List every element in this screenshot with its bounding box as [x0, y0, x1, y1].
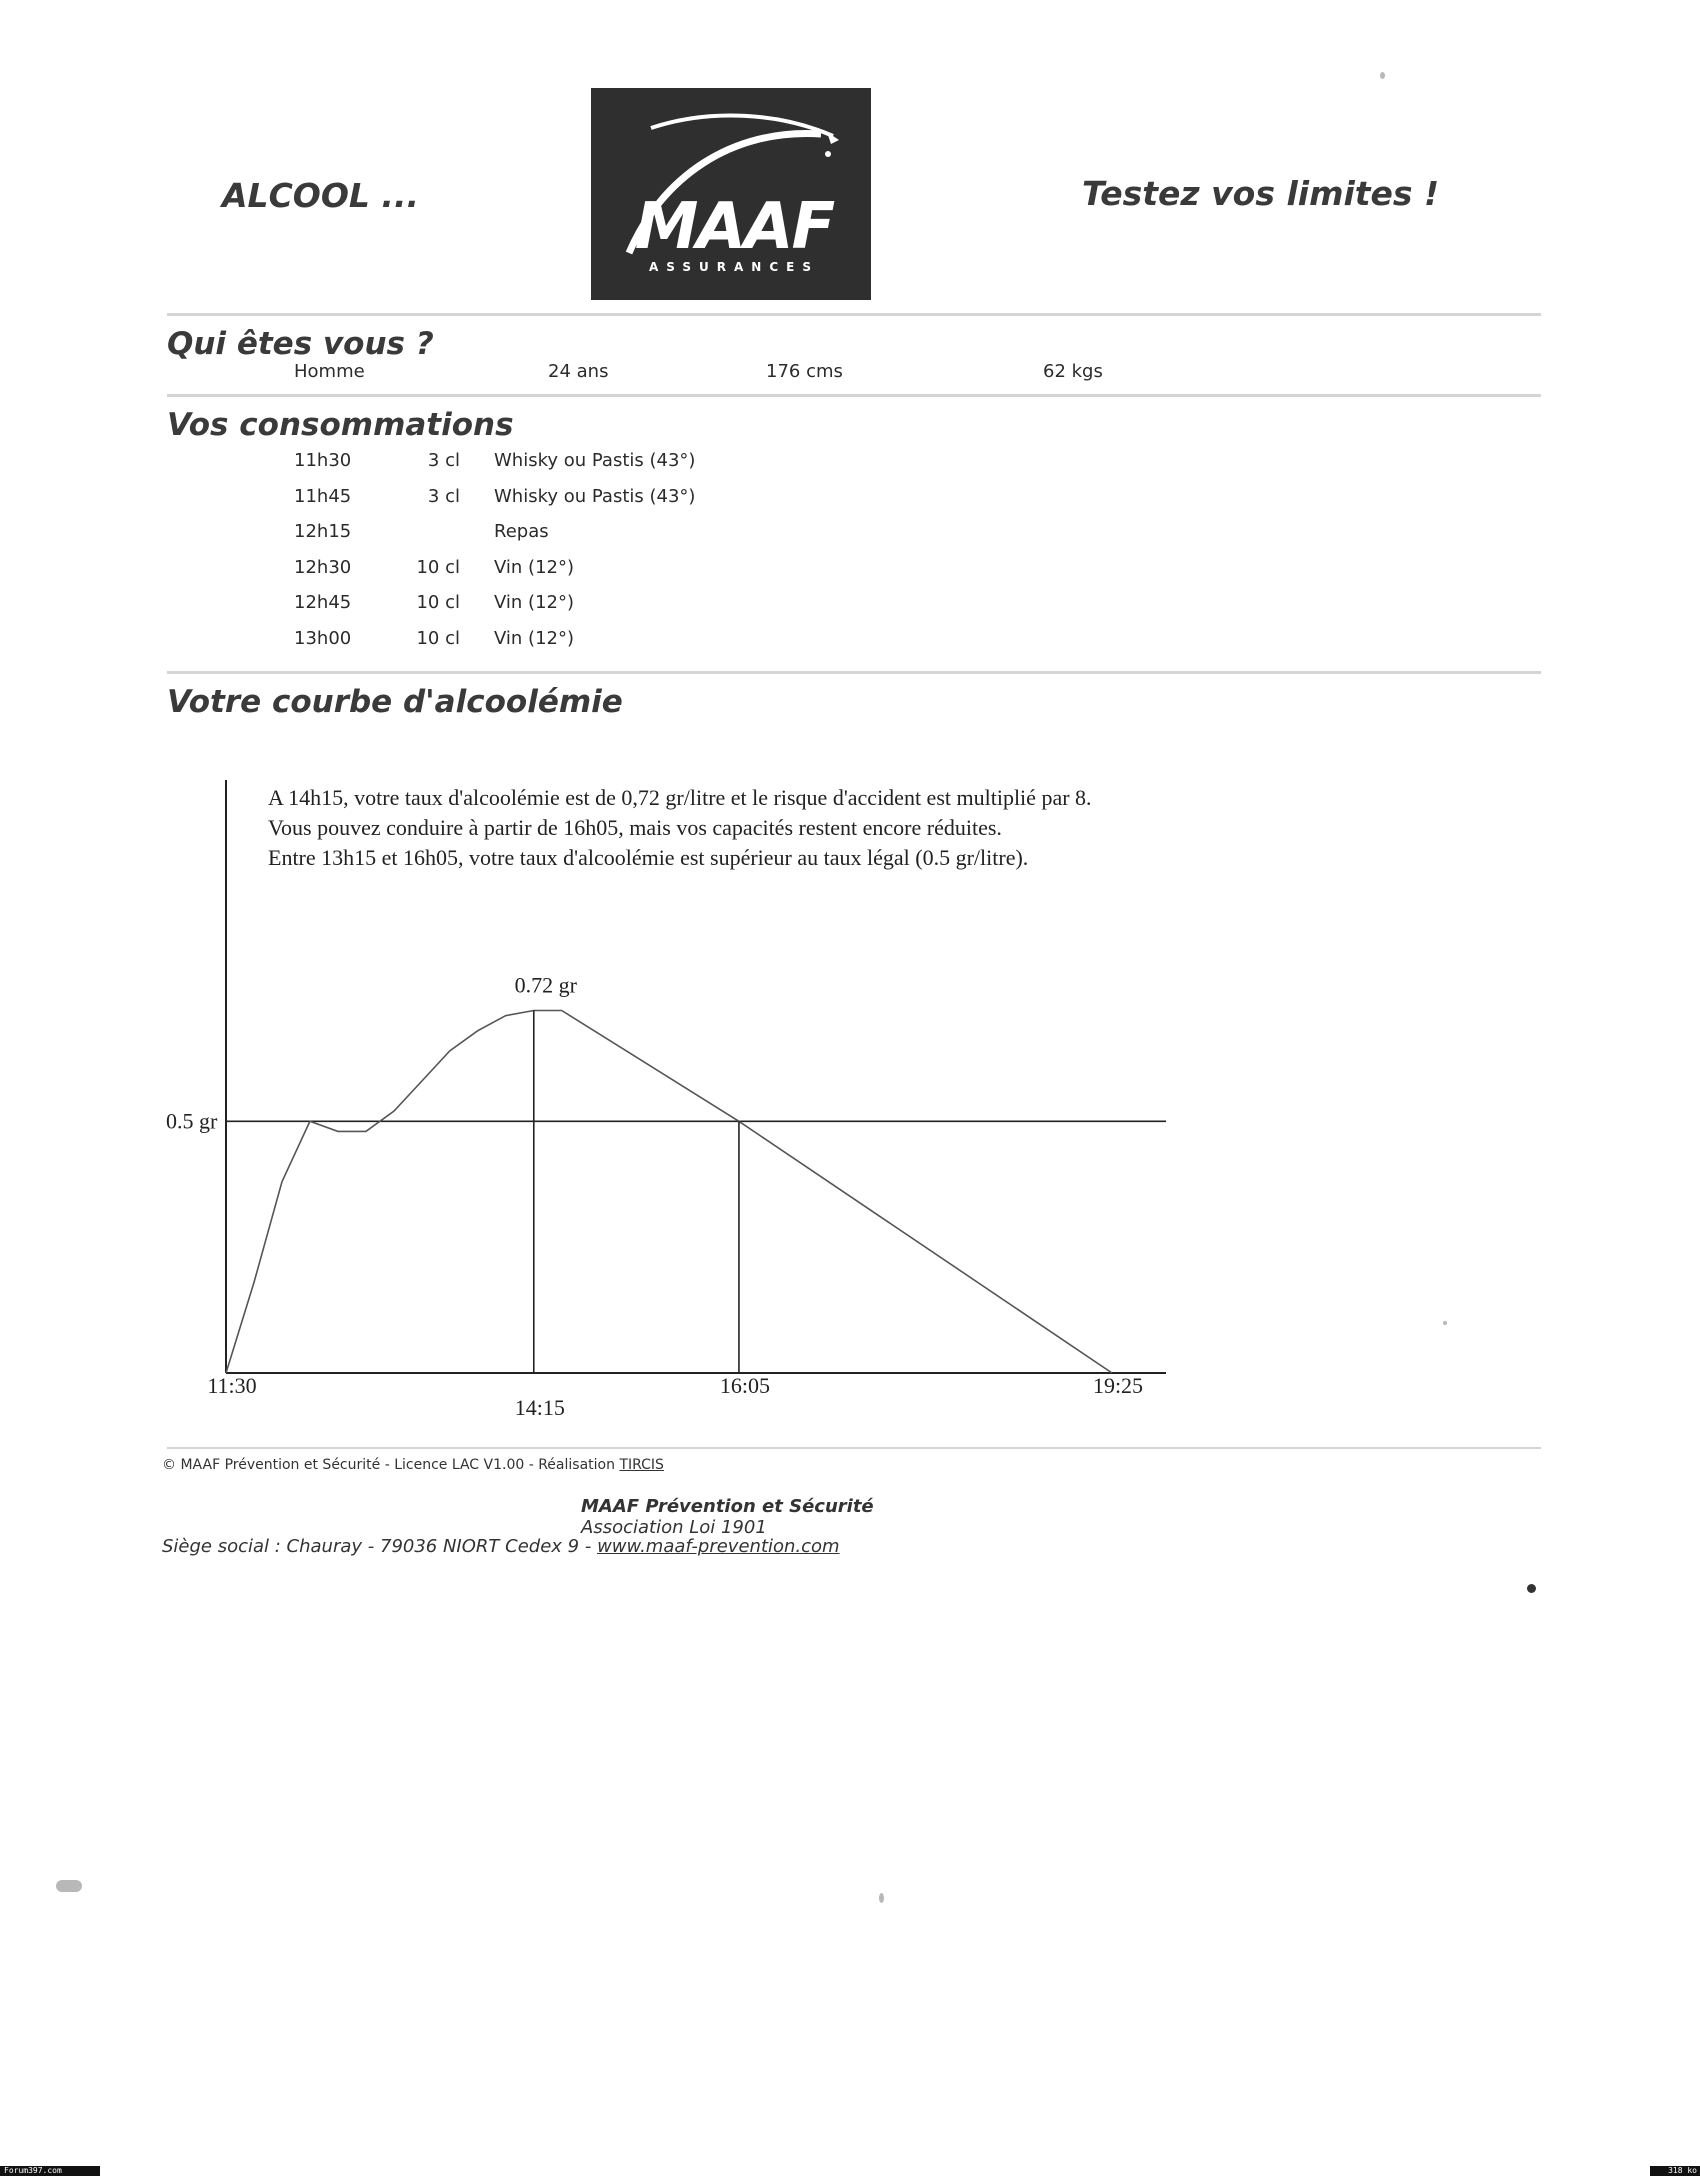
profile-height: 176 cms [766, 361, 843, 382]
list-item [0, 592, 900, 622]
scan-bar-left: Forum397.com [0, 2166, 100, 2176]
consumption-qty: 10 cl [416, 628, 460, 649]
footer-copyright [162, 1457, 664, 1473]
footer-org: MAAF Prévention et Sécurité [581, 1496, 874, 1517]
divider [167, 671, 1541, 674]
scan-speck [56, 1880, 82, 1892]
consumption-time: 11h30 [294, 450, 352, 471]
scan-speck [1380, 72, 1385, 79]
consumption-time: 12h45 [294, 592, 352, 613]
curve-text-line: Entre 13h15 et 16h05, votre taux d'alcoolémie est supérieur au taux légal (0.5 gr/litre). [268, 845, 1029, 870]
scan-speck [879, 1893, 884, 1903]
list-item [0, 521, 900, 551]
series-line [226, 1011, 1112, 1374]
profile-age: 24 ans [548, 361, 609, 382]
footer-tircis-link[interactable]: TIRCIS [619, 1457, 664, 1473]
peak-label: 0.72 gr [514, 972, 577, 998]
header-right-title: Testez vos limites ! [1082, 174, 1440, 213]
consumption-time: 13h00 [294, 628, 352, 649]
scan-bar-right: 318 ko [1650, 2166, 1700, 2176]
consumption-drink: Vin (12°) [494, 592, 574, 613]
x-tick-label: 14:15 [514, 1395, 565, 1420]
consumption-drink: Vin (12°) [494, 557, 574, 578]
x-tick-label: 11:30 [207, 1373, 257, 1398]
consumptions-title: Vos consommations [167, 407, 514, 443]
curve-title: Votre courbe d'alcoolémie [167, 684, 623, 720]
footer-copyright-text: © MAAF Prévention et Sécurité - Licence LAC V1.00 - Réalisation [162, 1457, 615, 1473]
list-item [0, 628, 900, 658]
consumption-qty: 3 cl [427, 450, 460, 471]
x-tick-label: 19:25 [1092, 1373, 1144, 1398]
consumptions-list [0, 450, 900, 660]
x-tick-label: 16:05 [719, 1373, 771, 1398]
consumption-time: 11h45 [294, 486, 352, 507]
consumption-drink: Whisky ou Pastis (43°) [494, 450, 696, 471]
consumption-drink: Whisky ou Pastis (43°) [494, 486, 696, 507]
maaf-logo [591, 88, 871, 300]
profile-sex: Homme [294, 361, 365, 382]
curve-text-line: Vous pouvez conduire à partir de 16h05, mais vos capacités restent encore réduites. [268, 815, 1002, 840]
maaf-logo-graphic [591, 88, 871, 300]
divider [167, 394, 1541, 397]
consumption-time: 12h15 [294, 521, 352, 542]
logo-subtitle: ASSURANCES [649, 260, 819, 274]
footer-address [162, 1536, 840, 1557]
alcohol-curve-svg [0, 760, 1700, 1460]
consumption-qty: 3 cl [427, 486, 460, 507]
logo-brand: MAAF [634, 190, 834, 264]
list-item [0, 450, 900, 480]
consumption-drink: Repas [494, 521, 549, 542]
consumption-qty: 10 cl [416, 592, 460, 613]
divider [167, 313, 1541, 316]
list-item [0, 486, 900, 516]
consumption-time: 12h30 [294, 557, 352, 578]
footer-address-text: Siège social : Chauray - 79036 NIORT Cedex 9 - [162, 1536, 592, 1557]
profile-weight: 62 kgs [1043, 361, 1103, 382]
alcohol-curve-chart [0, 760, 1700, 1460]
scan-speck [1443, 1321, 1447, 1325]
consumption-drink: Vin (12°) [494, 628, 574, 649]
profile-title: Qui êtes vous ? [167, 326, 434, 362]
scan-dot [1527, 1584, 1536, 1593]
threshold-label: 0.5 gr [166, 1108, 218, 1134]
divider [167, 1447, 1541, 1449]
footer-website-link[interactable]: www.maaf-prevention.com [597, 1536, 840, 1557]
consumption-qty: 10 cl [416, 557, 460, 578]
list-item [0, 557, 900, 587]
curve-text-line: A 14h15, votre taux d'alcoolémie est de 0,72 gr/litre et le risque d'accident est multiplié par 8. [268, 785, 1092, 810]
header-left-title: ALCOOL ... [222, 176, 420, 215]
footer-assoc: Association Loi 1901 [581, 1517, 767, 1538]
